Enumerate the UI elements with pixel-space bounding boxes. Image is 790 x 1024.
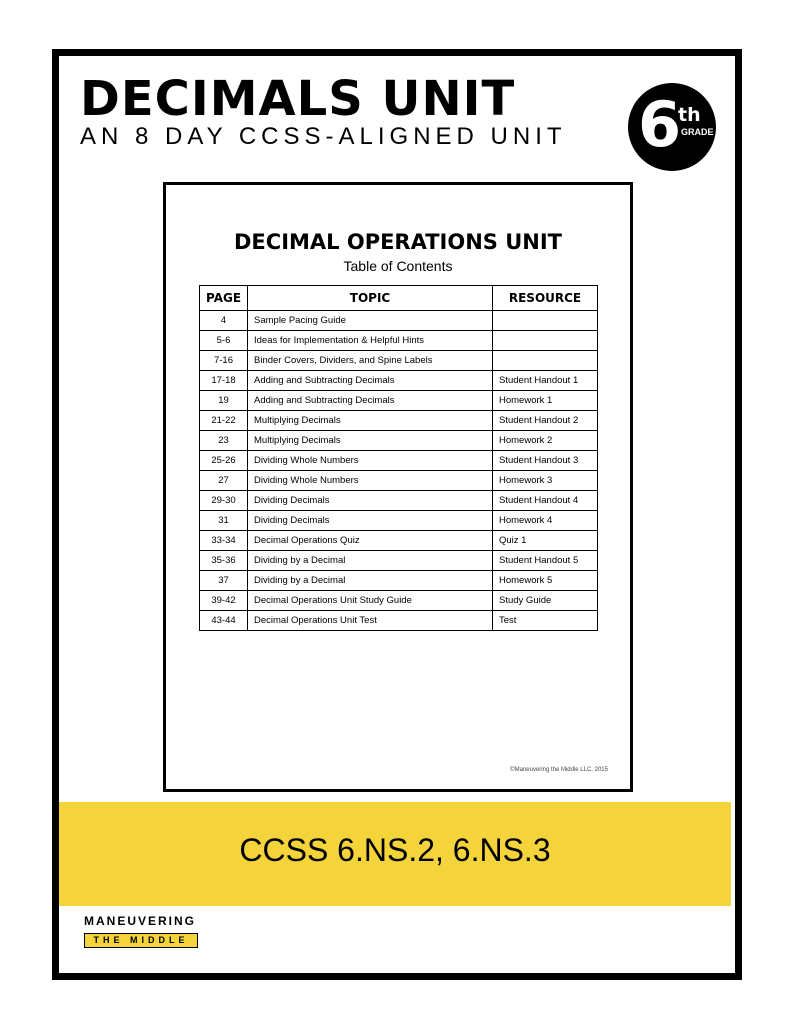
row-page: 33-34 (200, 531, 248, 551)
table-row (200, 591, 598, 611)
row-topic: Adding and Subtracting Decimals (248, 391, 493, 411)
standards-label: CCSS 6.NS.2, 6.NS.3 (239, 832, 551, 868)
row-page: 35-36 (200, 551, 248, 571)
row-page: 7-16 (200, 351, 248, 371)
row-page: 25-26 (200, 451, 248, 471)
row-topic: Multiplying Decimals (248, 431, 493, 451)
row-resource: Student Handout 3 (493, 451, 598, 471)
table-row (200, 371, 598, 391)
row-resource: Homework 1 (493, 391, 598, 411)
row-resource: Homework 5 (493, 571, 598, 591)
row-page: 31 (200, 511, 248, 531)
row-page: 39-42 (200, 591, 248, 611)
grade-number: 6 (638, 88, 682, 161)
column-header-topic: TOPIC (248, 286, 493, 311)
row-resource: Homework 3 (493, 471, 598, 491)
copyright-notice: ©Maneuvering the Middle LLC, 2015 (510, 767, 608, 773)
document-subtitle: Table of Contents (343, 258, 453, 274)
table-row (200, 491, 598, 511)
row-page: 21-22 (200, 411, 248, 431)
column-header-resource: RESOURCE (493, 286, 598, 311)
row-page: 19 (200, 391, 248, 411)
table-row (200, 391, 598, 411)
grade-badge (628, 83, 716, 171)
row-resource: Student Handout 5 (493, 551, 598, 571)
table-row (200, 351, 598, 371)
row-page: 17-18 (200, 371, 248, 391)
row-topic: Decimal Operations Quiz (248, 531, 493, 551)
brand-logo-bottom: THE MIDDLE (84, 933, 198, 948)
row-topic: Dividing Decimals (248, 511, 493, 531)
row-topic: Dividing Whole Numbers (248, 451, 493, 471)
row-topic: Decimal Operations Unit Test (248, 611, 493, 631)
row-topic: Dividing by a Decimal (248, 571, 493, 591)
brand-logo-top: MANEUVERING (84, 914, 197, 928)
table-row (200, 611, 598, 631)
table-of-contents (199, 285, 598, 631)
column-header-page: PAGE (200, 286, 248, 311)
grade-word: GRADE (681, 127, 714, 137)
table-header-row (200, 286, 598, 311)
row-resource (493, 351, 598, 371)
row-page: 43-44 (200, 611, 248, 631)
sub-title: AN 8 DAY CCSS-ALIGNED UNIT (80, 123, 567, 150)
row-page: 23 (200, 431, 248, 451)
row-topic: Binder Covers, Dividers, and Spine Labels (248, 351, 493, 371)
row-resource (493, 311, 598, 331)
row-resource: Study Guide (493, 591, 598, 611)
row-topic: Ideas for Implementation & Helpful Hints (248, 331, 493, 351)
table-row (200, 551, 598, 571)
row-resource (493, 331, 598, 351)
table-row (200, 451, 598, 471)
grade-suffix: th (678, 104, 701, 126)
main-title: DECIMALS UNIT (80, 71, 516, 127)
row-resource: Homework 4 (493, 511, 598, 531)
row-topic: Dividing Decimals (248, 491, 493, 511)
table-row (200, 311, 598, 331)
row-page: 5-6 (200, 331, 248, 351)
row-topic: Multiplying Decimals (248, 411, 493, 431)
row-resource: Student Handout 1 (493, 371, 598, 391)
document-preview (163, 182, 633, 792)
row-topic: Decimal Operations Unit Study Guide (248, 591, 493, 611)
row-resource: Test (493, 611, 598, 631)
row-page: 37 (200, 571, 248, 591)
document-title: DECIMAL OPERATIONS UNIT (234, 230, 562, 254)
row-topic: Sample Pacing Guide (248, 311, 493, 331)
table-row (200, 331, 598, 351)
table-row (200, 411, 598, 431)
row-resource: Student Handout 2 (493, 411, 598, 431)
standards-banner (59, 802, 731, 906)
row-resource: Quiz 1 (493, 531, 598, 551)
table-body (200, 311, 598, 631)
table-row (200, 471, 598, 491)
table-row (200, 571, 598, 591)
table-row (200, 511, 598, 531)
row-resource: Homework 2 (493, 431, 598, 451)
row-page: 27 (200, 471, 248, 491)
row-topic: Adding and Subtracting Decimals (248, 371, 493, 391)
row-page: 4 (200, 311, 248, 331)
table-row (200, 531, 598, 551)
row-topic: Dividing by a Decimal (248, 551, 493, 571)
table-row (200, 431, 598, 451)
row-resource: Student Handout 4 (493, 491, 598, 511)
row-topic: Dividing Whole Numbers (248, 471, 493, 491)
row-page: 29-30 (200, 491, 248, 511)
